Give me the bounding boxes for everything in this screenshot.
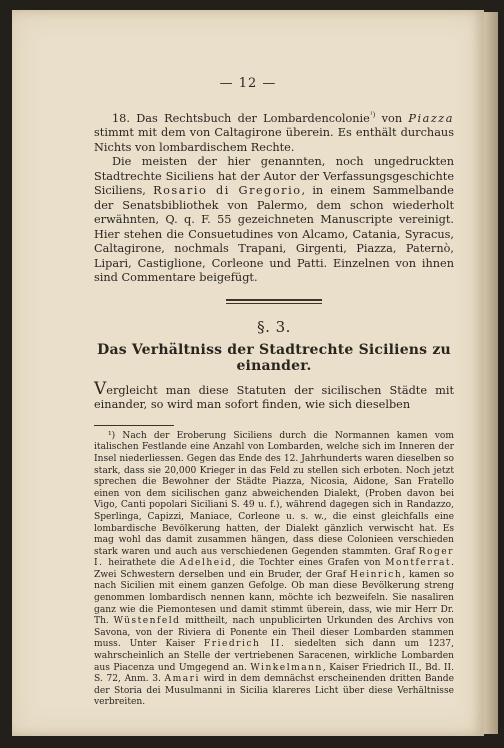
page-number: — 12 — (219, 76, 277, 91)
para1-rest: stimmt mit dem von Caltagirone überein. Es enthält durchaus Nichts von lombardischem Rechte. (94, 126, 454, 154)
footnote-name: Montferrat (385, 558, 452, 569)
footnote-name: Roger I. (94, 546, 454, 569)
footnote-rule (94, 425, 174, 426)
footnote-text: , die Tochter eines Grafen von (232, 558, 386, 569)
footnote-text: , kamen so nach Sicilien mit einem ganzen Gefolge. Ob man diese Bevölkerung streng genommen lombardisch nennen kann, möchte ich bezweifeln. Sie nasaliren ganz wie die Piemontesen und damit stimmt überein, dass, wie mir Herr Dr. Th. (94, 569, 455, 627)
para1-lead: 18. Das Rechtsbuch der Lombardencolonie (112, 111, 370, 125)
section-title: Das Verhältniss der Stadtrechte Siciliens zu einander. (97, 341, 451, 374)
section-separator (226, 299, 322, 304)
footnote-text: heirathete die (103, 558, 180, 569)
page-content (94, 108, 454, 709)
section-number: §. 3. (257, 317, 291, 336)
footnote (94, 431, 454, 709)
book-spine (484, 12, 498, 734)
footnote-text: . Zwei Schwestern derselben und ein Bruder, der Graf (94, 558, 454, 580)
book-page (12, 10, 484, 736)
footnote-name: Heinrich (349, 569, 403, 580)
footnote-text: wird in dem demnächst erscheinenden dritten Bande der Storia dei Musulmanni in Sicilia klareres Licht über diese Verhältnisse verbreiten. (94, 674, 455, 708)
para3-text: ergleicht man diese Statuten der sicilischen Städte mit einander, so wird man sofort finden, wie sich dieselben (94, 383, 454, 412)
footnote-name: Adelheid (179, 558, 233, 569)
footnote-text: mittheilt, nach unpublicirten Urkunden des Archivs von Savona, von der Riviera di Ponente ein Theil dieser Lombarden stammen muss. Unter Kaiser (94, 616, 454, 650)
para2-text-a: Die meisten der hier genannten, noch ungedruckten Stadtrechte Siciliens hat der Autor der Verfassungsgeschichte Siciliens, (94, 155, 454, 198)
footnote-name: Winkelmann (250, 662, 323, 673)
footnote-text: Nach der Eroberung Siciliens durch die Normannen kamen vom italischen Festlande eine Anzahl von Lombarden, welche sich im Inneren der Insel niederliessen. Gegen das Ende des 12. Jahrhunderts waren dieselben so stark, dass sie 20,000 Krieger in das Feld zu stellen sich erboten. Noch jetzt sprechen die Bewohner der Städte Piazza, Nicosia, Aidone, San Fratello einen von dem sicilischen ganz abweichenden Dialekt, (Proben davon bei Vigo, Canti popolari Siciliani S. 49 u. f.), während dagegen sich in Randazzo, Sperlinga, Capizzi, Maniace, Corleone u. s. w., die einst gleichfalls eine lombardische Bevölkerung hatten, der Dialekt gänzlich verwischt hat. Es mag wohl das damit zusammen hängen, dass diese Colonieen verschieden stark waren und auch aus verschiedenen Gegenden stammten. Graf (94, 430, 454, 557)
place-name-piazza: Piazza (408, 111, 454, 125)
author-name: Rosario di Gregorio (153, 184, 302, 198)
para2-text-b: , in einem Sammelbande der Senatsbibliothek von Palermo, dem schon wiederholt erwähnten, Q. q. F. 55 gezeichneten Manuscripte vereinigt. Hier stehen die Consuetudines von Alcamo, Catania, Syracus, Caltagirone, nochmals Trapani, Girgenti, Piazza, Paternò, Lipari, Castiglione, Corleone und Patti. Einzelnen von ihnen sind Commentare beigefügt. (94, 184, 454, 285)
initial-capital: V (94, 378, 107, 399)
footnote-text: siedelten sich dann um 1237, wahrscheinlich an Stelle der vertriebenen Saracenen, wirkliche Lombarden aus Piacenza und Umgegend an. (94, 639, 454, 673)
footnote-name: Amari (164, 674, 200, 685)
para1-mid: von (375, 111, 409, 125)
footnote-text: , Kaiser Friedrich II., Bd. II. S. 72, Anm. 3. (94, 662, 454, 685)
footnote-name: Wüstenfeld (113, 616, 181, 627)
footnote-mark: ¹) (108, 430, 116, 441)
paragraph-vergleicht (94, 378, 454, 413)
footnote-reference: ¹) (369, 111, 376, 119)
paragraph-18 (94, 108, 454, 155)
footnote-name: Friedrich II. (203, 639, 286, 650)
paragraph-stadtrechte (94, 155, 454, 286)
